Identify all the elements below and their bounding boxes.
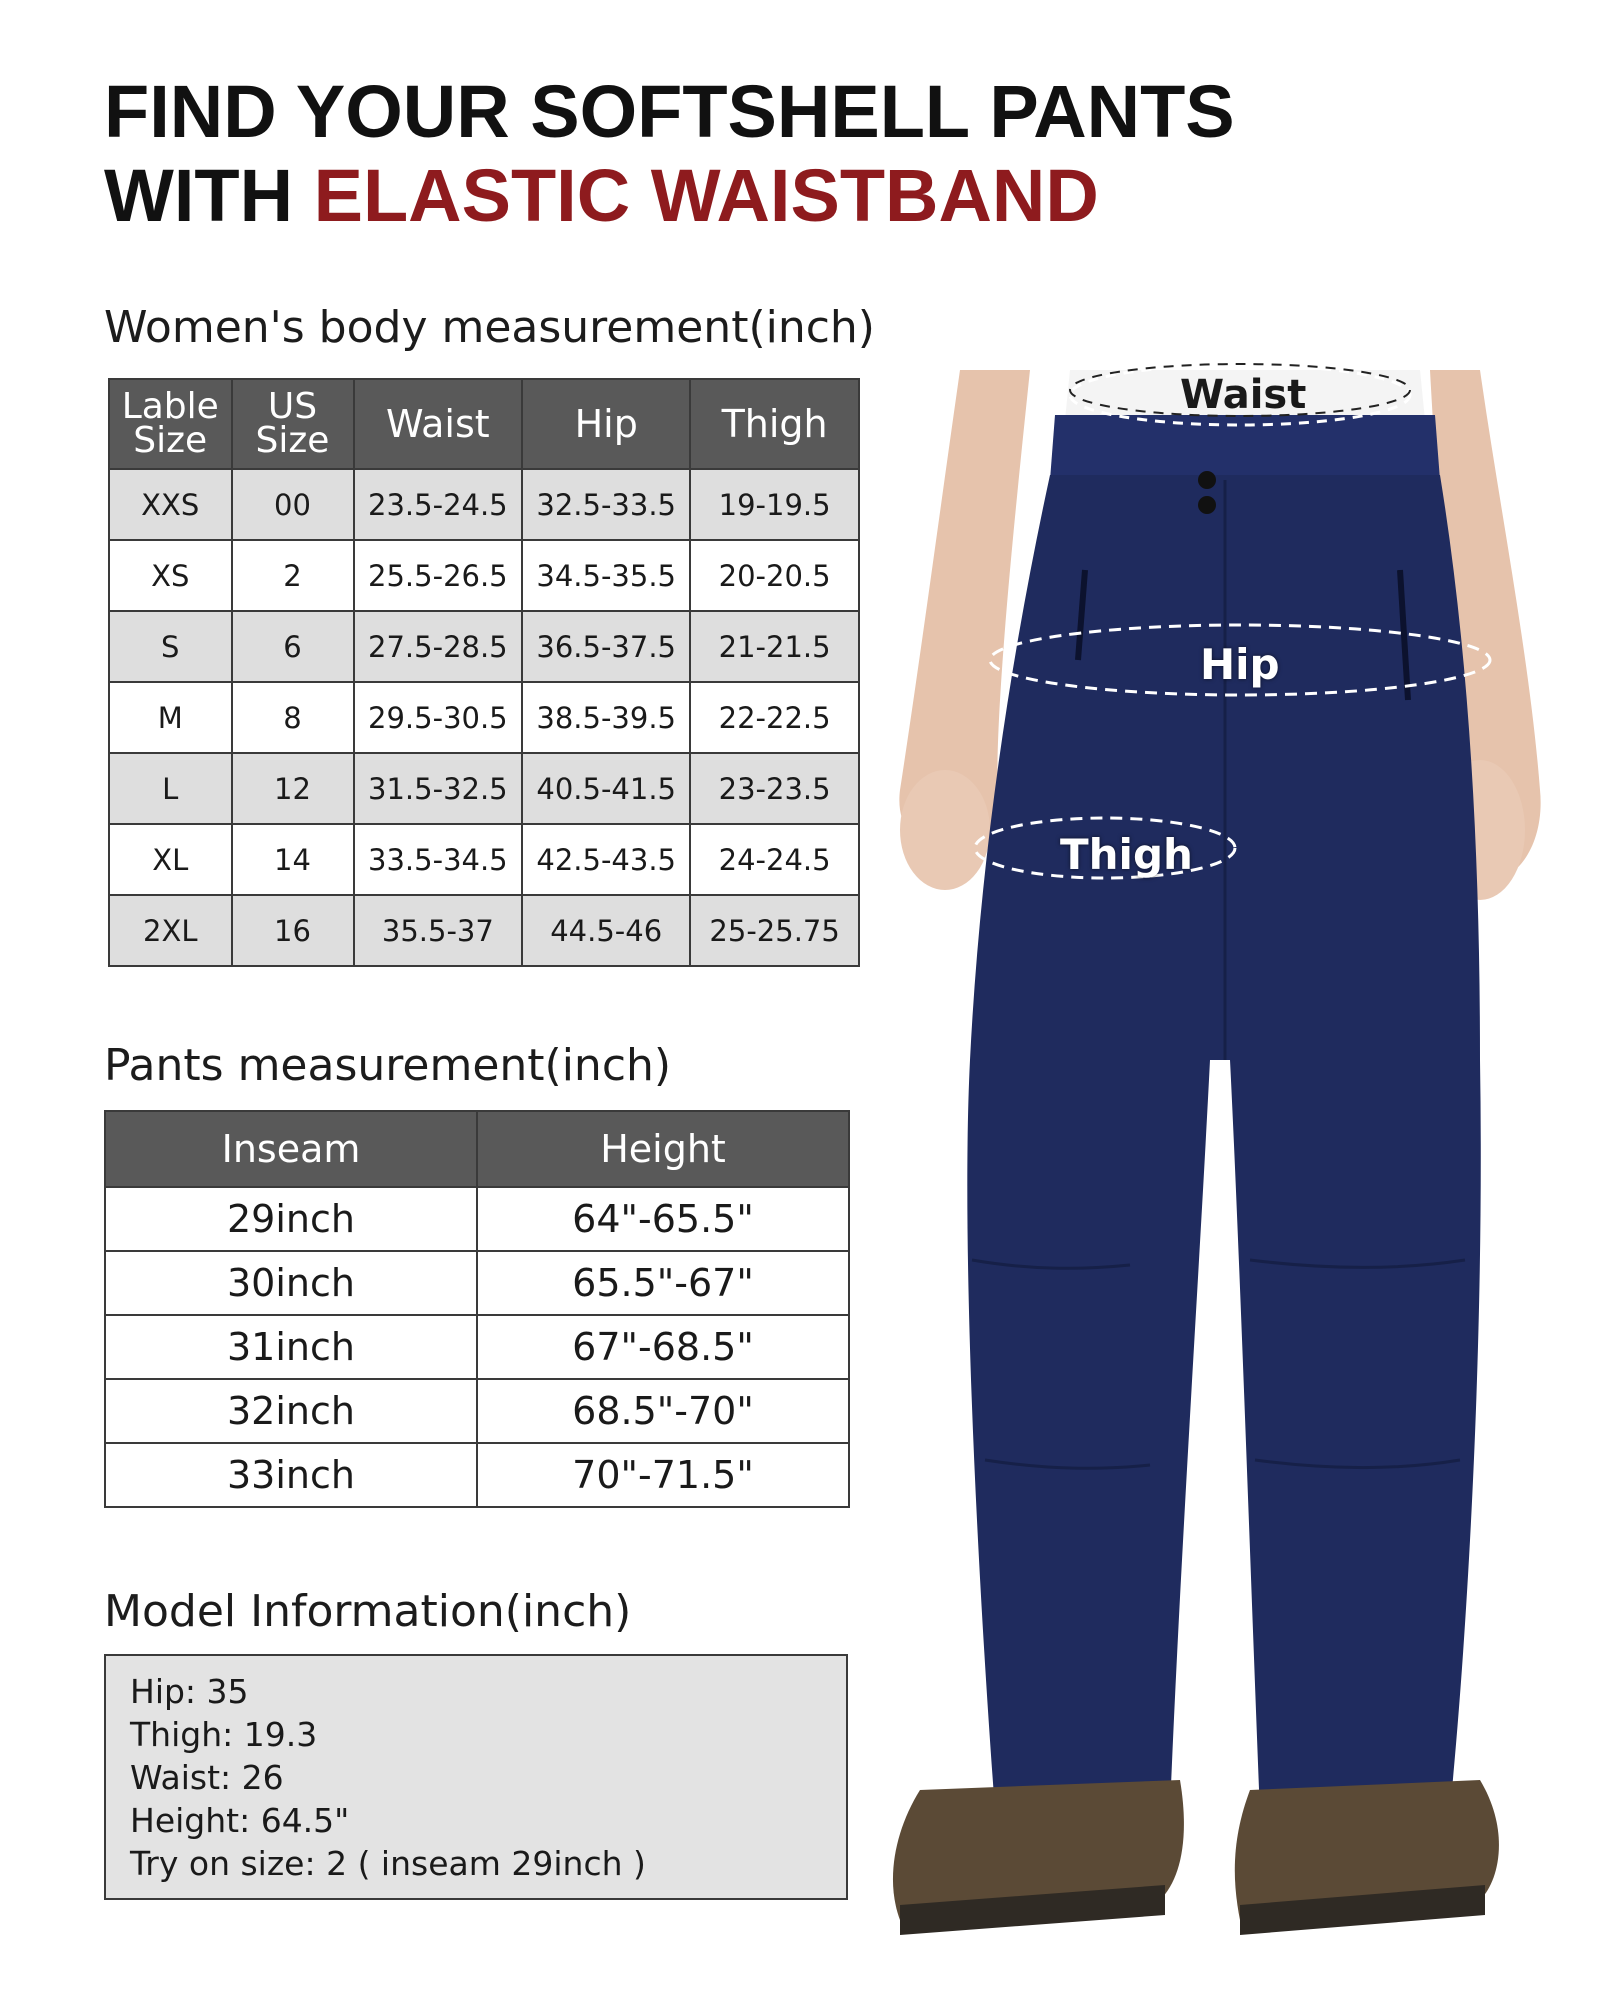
headline-line-1: FIND YOUR SOFTSHELL PANTS: [104, 70, 1235, 153]
table-row: [109, 682, 859, 753]
cell-us-size: 14: [232, 824, 354, 895]
header-inseam: Inseam: [105, 1111, 477, 1187]
cell-lable-size: XL: [109, 824, 232, 895]
table-row: [109, 611, 859, 682]
table-row: [105, 1187, 849, 1251]
cell-height: 68.5"-70": [477, 1379, 849, 1443]
header-us-size: [232, 379, 354, 469]
cell-lable-size: S: [109, 611, 232, 682]
cell-height: 64"-65.5": [477, 1187, 849, 1251]
cell-lable-size: 2XL: [109, 895, 232, 966]
cell-waist: 29.5-30.5: [354, 682, 523, 753]
cell-waist: 33.5-34.5: [354, 824, 523, 895]
cell-inseam: 32inch: [105, 1379, 477, 1443]
cell-hip: 36.5-37.5: [522, 611, 690, 682]
cell-waist: 25.5-26.5: [354, 540, 523, 611]
table-row: [105, 1251, 849, 1315]
cell-waist: 35.5-37: [354, 895, 523, 966]
cell-lable-size: XS: [109, 540, 232, 611]
cell-height: 67"-68.5": [477, 1315, 849, 1379]
pants-table-header-row: [105, 1111, 849, 1187]
headline: [104, 70, 1235, 238]
body-measurement-title: Women's body measurement(inch): [104, 302, 875, 353]
cell-us-size: 16: [232, 895, 354, 966]
table-row: [109, 540, 859, 611]
pants-measurement-title: Pants measurement(inch): [104, 1040, 672, 1091]
pants-illustration: [880, 360, 1580, 1980]
cell-thigh: 25-25.75: [690, 895, 859, 966]
body-measurement-table: [108, 378, 860, 967]
cell-us-size: 00: [232, 469, 354, 540]
cell-us-size: 8: [232, 682, 354, 753]
cell-inseam: 31inch: [105, 1315, 477, 1379]
cell-hip: 40.5-41.5: [522, 753, 690, 824]
cell-us-size: 6: [232, 611, 354, 682]
cell-us-size: 12: [232, 753, 354, 824]
headline-accent: ELASTIC WAISTBAND: [313, 154, 1099, 237]
cell-lable-size: XXS: [109, 469, 232, 540]
header-lable-size-line-1: Lable: [121, 386, 219, 427]
model-height: Height: 64.5": [130, 1801, 350, 1840]
pants-measurement-table: [104, 1110, 850, 1508]
cell-thigh: 24-24.5: [690, 824, 859, 895]
cell-thigh: 21-21.5: [690, 611, 859, 682]
cell-height: 65.5"-67": [477, 1251, 849, 1315]
cell-waist: 23.5-24.5: [354, 469, 523, 540]
waist-label: Waist: [1180, 372, 1307, 418]
cell-lable-size: L: [109, 753, 232, 824]
cell-thigh: 23-23.5: [690, 753, 859, 824]
cell-inseam: 33inch: [105, 1443, 477, 1507]
body-table-header-row: [109, 379, 859, 469]
cell-thigh: 19-19.5: [690, 469, 859, 540]
thigh-label: Thigh: [1060, 830, 1193, 879]
model-thigh: Thigh: 19.3: [130, 1715, 318, 1754]
table-row: [109, 753, 859, 824]
table-row: [109, 895, 859, 966]
cell-hip: 34.5-35.5: [522, 540, 690, 611]
model-waist: Waist: 26: [130, 1758, 284, 1797]
cell-lable-size: M: [109, 682, 232, 753]
header-waist: Waist: [354, 379, 523, 469]
header-hip: Hip: [522, 379, 690, 469]
cell-inseam: 30inch: [105, 1251, 477, 1315]
cell-waist: 31.5-32.5: [354, 753, 523, 824]
model-information-title: Model Information(inch): [104, 1586, 632, 1637]
headline-prefix: WITH: [104, 154, 314, 237]
header-us-size-line-2: Size: [255, 420, 330, 461]
table-row: [105, 1443, 849, 1507]
cell-height: 70"-71.5": [477, 1443, 849, 1507]
table-row: [105, 1315, 849, 1379]
table-row: [105, 1379, 849, 1443]
table-row: [109, 469, 859, 540]
model-try-on-size: Try on size: 2 ( inseam 29inch ): [130, 1844, 646, 1883]
header-lable-size: [109, 379, 232, 469]
cell-waist: 27.5-28.5: [354, 611, 523, 682]
cell-thigh: 20-20.5: [690, 540, 859, 611]
model-photo: [880, 360, 1580, 1980]
cell-hip: 42.5-43.5: [522, 824, 690, 895]
cell-thigh: 22-22.5: [690, 682, 859, 753]
cell-hip: 32.5-33.5: [522, 469, 690, 540]
table-row: [109, 824, 859, 895]
cell-inseam: 29inch: [105, 1187, 477, 1251]
cell-us-size: 2: [232, 540, 354, 611]
header-thigh: Thigh: [690, 379, 859, 469]
cell-hip: 38.5-39.5: [522, 682, 690, 753]
headline-line-2: [104, 154, 1235, 238]
header-us-size-line-1: US: [267, 386, 318, 427]
hip-label: Hip: [1200, 640, 1280, 689]
cell-hip: 44.5-46: [522, 895, 690, 966]
header-lable-size-line-2: Size: [133, 420, 208, 461]
model-hip: Hip: 35: [130, 1672, 249, 1711]
model-information-box: [104, 1654, 848, 1900]
header-height: Height: [477, 1111, 849, 1187]
